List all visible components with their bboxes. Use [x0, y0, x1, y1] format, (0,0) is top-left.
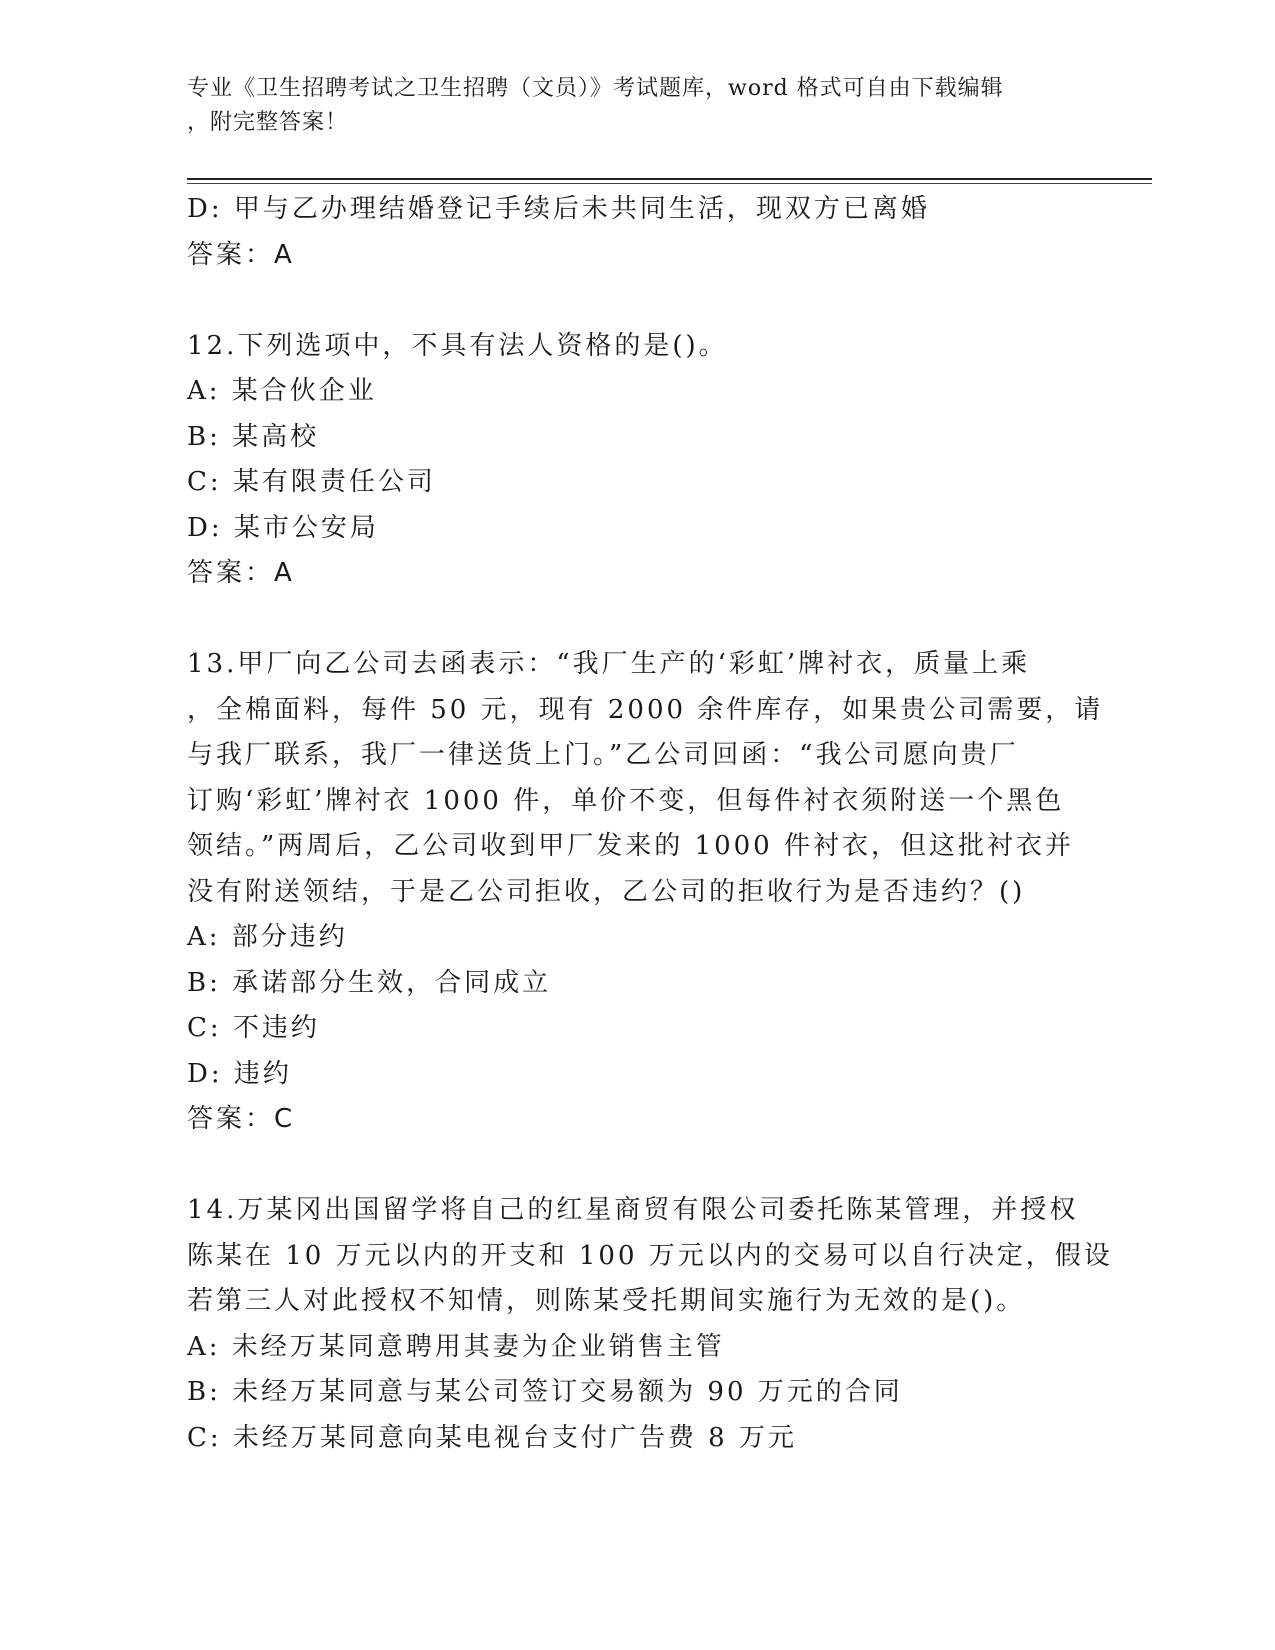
text-line: 没有附送领结，于是乙公司拒收，乙公司的拒收行为是否违约？()	[187, 876, 1026, 907]
text-line: 与我厂联系，我厂一律送货上门。”乙公司回函：“我公司愿向贵厂	[187, 740, 1019, 770]
option-line: B: 承诺部分生效，合同成立	[187, 967, 552, 998]
option-line: B: 某高校	[187, 421, 320, 452]
blank-line	[187, 278, 1087, 324]
document-header: 专业《卫生招聘考试之卫生招聘（文员）》考试题库，word 格式可自由下载编辑 ，附完整答案！	[187, 76, 1004, 135]
text-line: 若第三人对此授权不知情，则陈某受托期间实施行为无效的是()。	[187, 1286, 1026, 1316]
question-line: 13.甲厂向乙公司去函表示：“我厂生产的‘彩虹’牌衬衣，质量上乘	[187, 649, 1031, 679]
text-line: ，全棉面料，每件 50 元，现有 2000 余件库存，如果贵公司需要，请	[187, 694, 1104, 725]
blank-line	[187, 1143, 1087, 1189]
option-line: C: 某有限责任公司	[187, 467, 436, 497]
option-line: D: 某市公安局	[187, 512, 379, 543]
text-line: 陈某在 10 万元以内的开支和 100 万元以内的交易可以自行决定，假设	[187, 1240, 1113, 1271]
option-line: C: 未经万某同意向某电视台支付广告费 8 万元	[187, 1422, 797, 1453]
blank-line	[187, 597, 1087, 643]
question-content	[187, 187, 1113, 1461]
option-line: D: 违约	[187, 1058, 292, 1089]
option-line: D: 甲与乙办理结婚登记手续后未共同生活，现双方已离婚	[187, 194, 930, 224]
option-line: A: 某合伙企业	[187, 376, 377, 406]
question-line: 12.下列选项中，不具有法人资格的是()。	[187, 330, 728, 361]
option-line: C: 不违约	[187, 1013, 320, 1043]
answer-line: 答案：C	[187, 1104, 296, 1134]
option-line: B: 未经万某同意与某公司签订交易额为 90 万元的合同	[187, 1377, 903, 1407]
text-line: 领结。”两周后，乙公司收到甲厂发来的 1000 件衬衣，但这批衬衣并	[187, 831, 1074, 861]
option-line: A: 部分违约	[187, 922, 348, 952]
question-line: 14.万某冈出国留学将自己的红星商贸有限公司委托陈某管理，并授权	[187, 1195, 1079, 1225]
header-rule-thick	[187, 178, 1152, 180]
text-line: 订购‘彩虹’牌衬衣 1000 件，单价不变，但每件衬衣须附送一个黑色	[187, 785, 1065, 816]
answer-line: 答案：A	[187, 558, 295, 588]
header-rule-thin	[187, 183, 1152, 184]
answer-line: 答案：A	[187, 239, 295, 270]
option-line: A: 未经万某同意聘用其妻为企业销售主管	[187, 1331, 725, 1362]
